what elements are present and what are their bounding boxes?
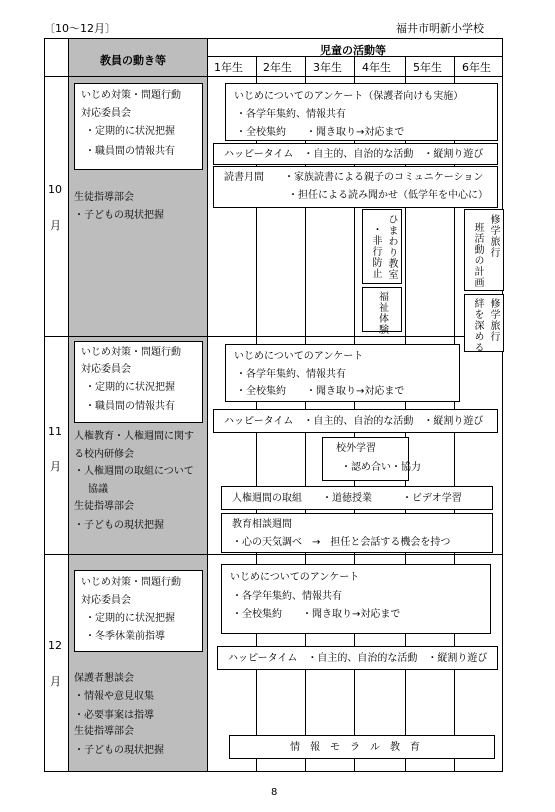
dec-parents-item: ・必要事案は指導 bbox=[74, 710, 154, 721]
nov-happy-box bbox=[213, 409, 498, 433]
month-oct-label: 月 bbox=[50, 219, 61, 232]
dec-committee-line: いじめ対策・問題行動 bbox=[81, 577, 181, 588]
dec-happy-box bbox=[217, 646, 498, 670]
oct-guidance-title: 生徒指導部会 bbox=[74, 192, 134, 203]
oct-shugaku-text: 修学旅行 bbox=[488, 298, 499, 342]
oct-shugaku-text: 班活動の計画 bbox=[472, 222, 483, 288]
nov-consult-title: 教育相談週間 bbox=[232, 519, 292, 530]
oct-happy-text: ハッピータイム ・自主的、自治的な活動 ・縦割り遊び bbox=[224, 149, 484, 160]
dec-moral-text: 情 報 モ ラ ル 教 育 bbox=[290, 742, 420, 753]
nov-guidance-item: ・子どもの現状把握 bbox=[74, 520, 164, 531]
oct-committee-box bbox=[74, 83, 203, 170]
nov-training-line: 人権教育・人権週間に関す bbox=[74, 431, 194, 442]
oct-survey-line: ・各学年集約、情報共有 bbox=[236, 109, 346, 120]
school-name: 福井市明新小学校 bbox=[396, 22, 484, 35]
oct-committee-line: 対応委員会 bbox=[81, 108, 131, 119]
oct-himawari-text: ひまわり教室 bbox=[386, 214, 397, 280]
nov-committee-box bbox=[74, 341, 203, 423]
dec-guidance-item: ・子どもの現状把握 bbox=[74, 745, 164, 756]
nov-field-box bbox=[322, 437, 421, 481]
month-nov-num: 11 bbox=[48, 425, 62, 438]
oct-committee-line: ・職員間の情報共有 bbox=[85, 146, 175, 157]
month-dec-num: 12 bbox=[48, 639, 62, 652]
oct-committee-line: いじめ対策・問題行動 bbox=[81, 90, 181, 101]
dec-committee-line: 対応委員会 bbox=[81, 595, 131, 606]
grade-5: 5年生 bbox=[413, 61, 442, 74]
nov-committee-line: いじめ対策・問題行動 bbox=[81, 347, 181, 358]
oct-committee-line: ・定期的に状況把握 bbox=[85, 126, 175, 137]
grade-4: 4年生 bbox=[362, 61, 391, 74]
oct-fukushi-text: 福祉体験 bbox=[376, 291, 388, 335]
nov-field-item: ・認め合い・協力 bbox=[341, 462, 421, 473]
grade-6: 6年生 bbox=[462, 61, 491, 74]
oct-himawari-text: ・非行防止 bbox=[370, 224, 381, 279]
nov-committee-line: 対応委員会 bbox=[81, 364, 131, 375]
teacher-col-header: 教員の動き等 bbox=[100, 54, 166, 67]
nov-survey-line: ・各学年集約、情報共有 bbox=[236, 369, 346, 380]
dec-moral-box bbox=[229, 735, 495, 759]
oct-guidance-item: ・子どもの現状把握 bbox=[74, 210, 164, 221]
oct-fukushi-box bbox=[362, 287, 402, 335]
nov-survey-line: いじめについてのアンケート bbox=[234, 351, 364, 362]
month-dec-label: 月 bbox=[50, 675, 61, 688]
month-nov-label: 月 bbox=[50, 460, 61, 473]
month-oct-num: 10 bbox=[48, 183, 62, 196]
grade-3: 3年生 bbox=[313, 61, 342, 74]
dec-parents-item: ・情報や意見収集 bbox=[74, 691, 154, 702]
oct-survey-line: ・全校集約 ・聞き取り→対応まで bbox=[236, 127, 405, 138]
dec-parents-title: 保護者懇談会 bbox=[74, 673, 134, 684]
dec-committee-line: ・定期的に状況把握 bbox=[85, 613, 175, 624]
nov-committee-line: ・職員間の情報共有 bbox=[85, 401, 175, 412]
oct-reading-box bbox=[213, 166, 498, 208]
dec-guidance-title: 生徒指導部会 bbox=[74, 726, 134, 737]
oct-shugaku-box-1 bbox=[464, 209, 504, 291]
nov-training-line: 協議 bbox=[88, 484, 108, 495]
dec-survey-box bbox=[221, 564, 491, 634]
dec-committee-line: ・冬季休業前指導 bbox=[85, 631, 165, 642]
nov-guidance-title: 生徒指導部会 bbox=[74, 501, 134, 512]
nov-survey-line: ・全校集約 ・聞き取り→対応まで bbox=[236, 386, 405, 397]
oct-reading-line: ・担任による読み聞かせ（低学年を中心に） bbox=[288, 190, 488, 201]
nov-training-line: る校内研修会 bbox=[74, 449, 134, 460]
oct-himawari-box bbox=[362, 209, 402, 284]
dec-happy-text: ハッピータイム ・自主的、自治的な活動 ・縦割り遊び bbox=[228, 653, 488, 664]
oct-shugaku-text: 修学旅行 bbox=[488, 214, 499, 258]
oct-survey-line: いじめについてのアンケート（保護者向けも実施） bbox=[234, 91, 464, 102]
dec-committee-box bbox=[74, 570, 203, 652]
nov-survey-box bbox=[225, 344, 460, 402]
nov-committee-line: ・定期的に状況把握 bbox=[85, 382, 175, 393]
dec-survey-line: いじめについてのアンケート bbox=[230, 572, 360, 583]
nov-rights-text: 人権週間の取組 ・道徳授業 ・ビデオ学習 bbox=[232, 493, 462, 504]
oct-happy-box bbox=[213, 143, 498, 165]
oct-reading-line: 読書月間 ・家族読書による親子のコミュニケーション bbox=[224, 172, 484, 183]
page-number: 8 bbox=[271, 787, 278, 798]
nov-consult-box bbox=[221, 513, 493, 553]
nov-training-line: ・人権週間の取組について bbox=[74, 466, 194, 477]
grade-1: 1年生 bbox=[214, 61, 243, 74]
nov-rights-box bbox=[221, 486, 493, 510]
dec-survey-line: ・各学年集約、情報共有 bbox=[232, 591, 342, 602]
period-label: 〔10～12月〕 bbox=[44, 22, 116, 35]
nov-consult-item: ・心の天気調べ → 担任と会話する機会を持つ bbox=[232, 537, 451, 548]
dec-survey-line: ・全校集約 ・聞き取り→対応まで bbox=[232, 609, 401, 620]
grade-2: 2年生 bbox=[263, 61, 292, 74]
children-col-header: 児童の活動等 bbox=[320, 44, 386, 57]
nov-happy-text: ハッピータイム ・自主的、自治的な活動 ・縦割り遊び bbox=[224, 416, 484, 427]
oct-shugaku-text: 絆を深める bbox=[472, 298, 483, 353]
oct-shugaku-box-2 bbox=[464, 294, 504, 352]
oct-survey-box bbox=[225, 83, 498, 141]
nov-field-title: 校外学習 bbox=[336, 443, 376, 454]
